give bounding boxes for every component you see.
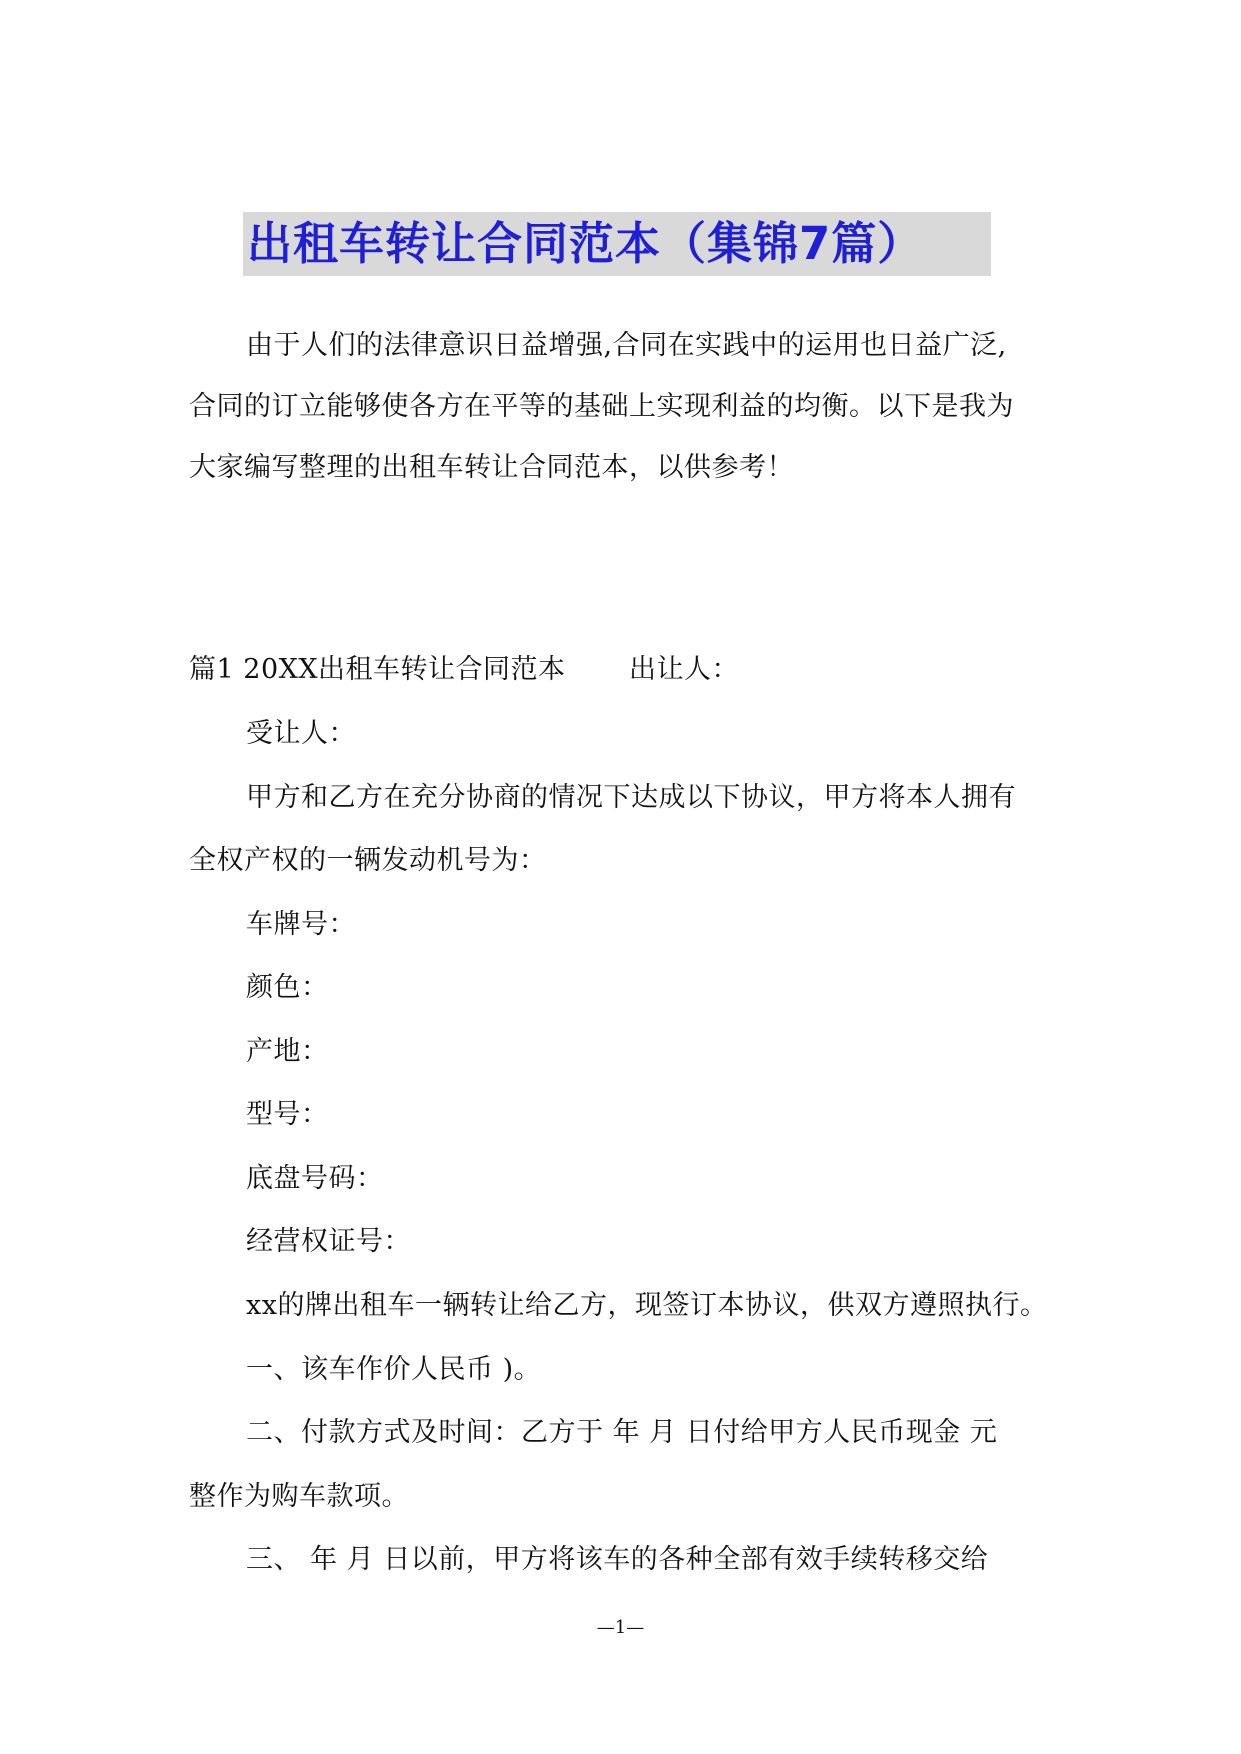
agreement-line-2: 全权产权的一辆发动机号为：	[189, 845, 547, 876]
transfer-statement: xx的牌出租车一辆转让给乙方，现签订本协议，供双方遵照执行。	[246, 1290, 1048, 1321]
clause-2-line-1: 二、付款方式及时间：乙方于 年 月 日付给甲方人民币现金 元	[246, 1417, 998, 1448]
section-heading: 篇1 20XX出租车转让合同范本	[189, 654, 566, 685]
document-title: 出租车转让合同范本（集锦7篇）	[247, 217, 924, 270]
clause-3-line-1: 三、 年 月 日以前，甲方将该车的各种全部有效手续转移交给	[246, 1544, 989, 1575]
model-label: 型号：	[246, 1099, 329, 1130]
intro-line-1: 由于人们的法律意识日益增强,合同在实践中的运用也日益广泛,	[246, 330, 1007, 361]
plate-number-label: 车牌号：	[246, 909, 356, 940]
origin-label: 产地：	[246, 1036, 329, 1067]
intro-line-2: 合同的订立能够使各方在平等的基础上实现利益的均衡。以下是我为	[189, 391, 1014, 422]
clause-1: 一、该车作价人民币 )。	[246, 1354, 542, 1385]
chassis-number-label: 底盘号码：	[246, 1163, 384, 1194]
color-label: 颜色：	[246, 972, 329, 1003]
transferee-label: 受让人：	[246, 718, 356, 749]
intro-line-3: 大家编写整理的出租车转让合同范本，以供参考！	[189, 452, 794, 483]
license-number-label: 经营权证号：	[246, 1226, 411, 1257]
agreement-line-1: 甲方和乙方在充分协商的情况下达成以下协议，甲方将本人拥有	[246, 782, 1016, 813]
clause-2-line-2: 整作为购车款项。	[189, 1481, 409, 1512]
page-number: —1—	[596, 1617, 645, 1638]
transferor-label: 出让人：	[629, 654, 739, 685]
